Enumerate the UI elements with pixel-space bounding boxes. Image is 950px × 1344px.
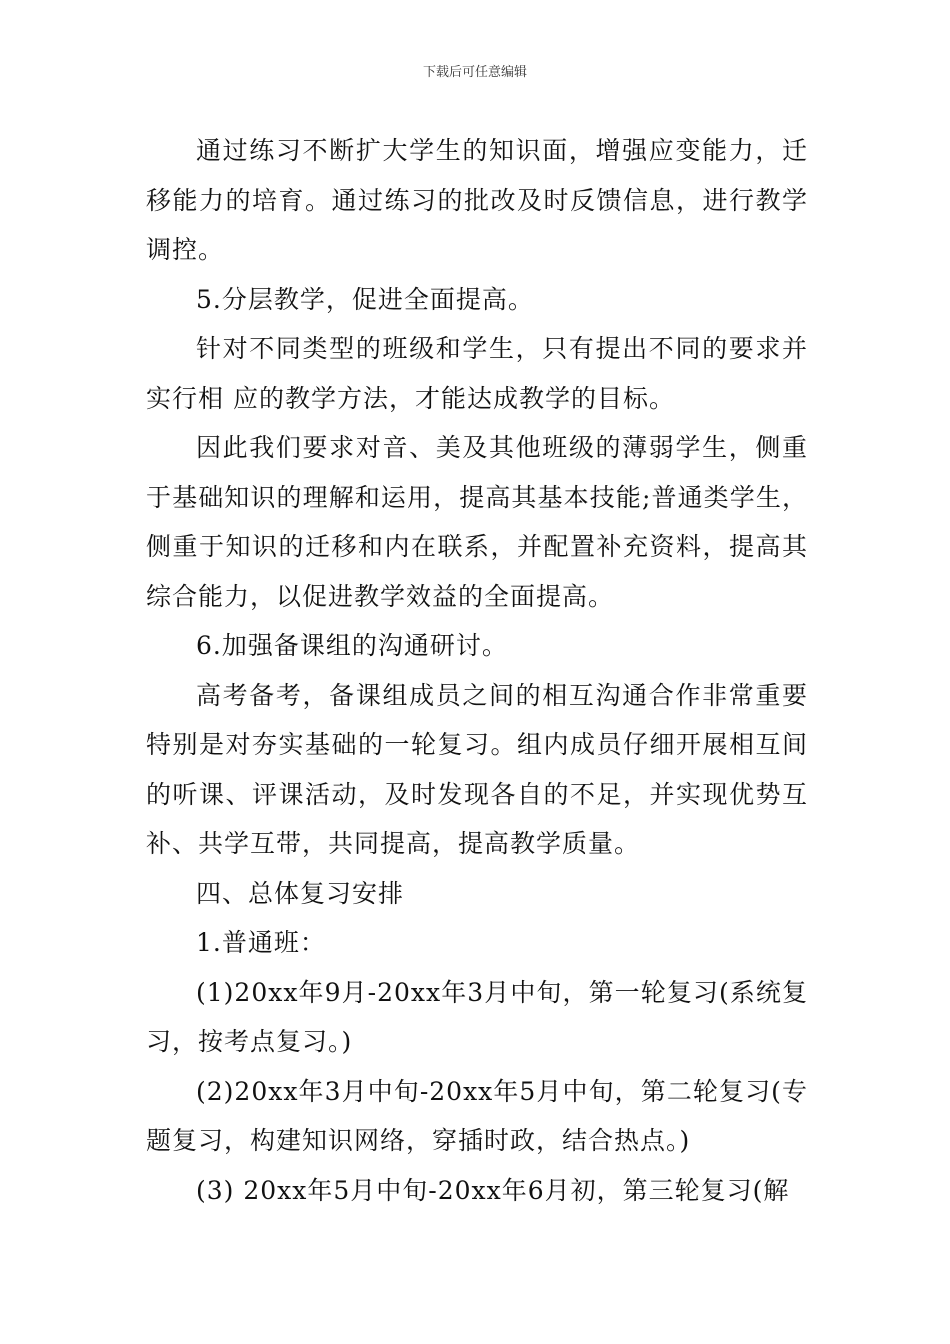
- paragraph-round-three: (3) 20xx年5月中旬-20xx年6月初，第三轮复习(解: [196, 1175, 790, 1205]
- paragraph-cooperation: 高考备考，备课组成员之间的相互沟通合作非常重要特别是对夯实基础的一轮复习。组内成员仔细开展相互间的听课、评课活动，及时发现各自的不足，并实现优势互补、共学互带，共同提高，提高教学质量。: [146, 680, 808, 858]
- heading-lesson-prep-group: 6.加强备课组的沟通研讨。: [196, 631, 508, 660]
- paragraph-weak-students: 因此我们要求对音、美及其他班级的薄弱学生，侧重于基础知识的理解和运用，提高其基本技能;普通类学生，侧重于知识的迁移和内在联系，并配置补充资料，提高其综合能力，以促进教学效益的全面提高。: [146, 433, 808, 611]
- heading-regular-class: 1.普通班：: [196, 928, 326, 957]
- paragraph-round-one: (1)20xx年9月-20xx年3月中旬，第一轮复习(系统复习，按考点复习。): [146, 977, 808, 1056]
- heading-layered-teaching: 5.分层教学，促进全面提高。: [196, 284, 534, 314]
- heading-review-schedule: 四、总体复习安排: [196, 878, 405, 908]
- document-body: [146, 126, 808, 1215]
- page-header: 下载后可任意编辑: [422, 65, 527, 80]
- paragraph-round-two: (2)20xx年3月中旬-20xx年5月中旬，第二轮复习(专题复习，构建知识网络，穿插时政，结合热点。): [146, 1076, 808, 1155]
- paragraph-practice: 通过练习不断扩大学生的知识面，增强应变能力，迁移能力的培育。通过练习的批改及时反馈信息，进行教学调控。: [146, 136, 808, 264]
- paragraph-different-requirements: 针对不同类型的班级和学生，只有提出不同的要求并实行相 应的教学方法，才能达成教学的目标。: [146, 334, 808, 413]
